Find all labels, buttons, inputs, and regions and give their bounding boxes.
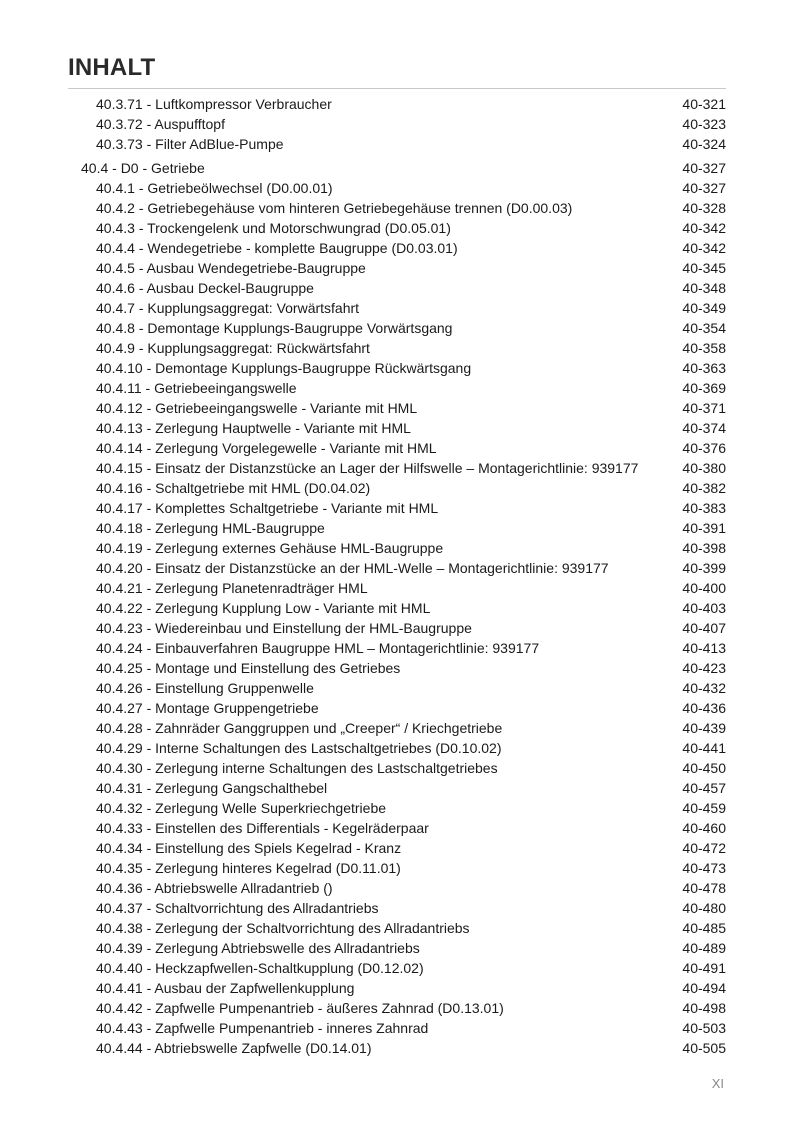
toc-entry[interactable] bbox=[0, 378, 794, 398]
toc-entry-page[interactable]: 40-491 bbox=[682, 960, 726, 976]
toc-entry-title[interactable]: 40.4.18 - Zerlegung HML-Baugruppe bbox=[96, 520, 325, 536]
toc-entry[interactable] bbox=[0, 698, 794, 718]
toc-entry-title[interactable]: 40.4.25 - Montage und Einstellung des Getriebes bbox=[96, 660, 401, 676]
toc-entry[interactable] bbox=[0, 818, 794, 838]
toc-entry-page[interactable]: 40-436 bbox=[682, 700, 726, 716]
toc-entry-title[interactable]: 40.4.16 - Schaltgetriebe mit HML (D0.04.02) bbox=[96, 480, 371, 496]
toc-entry-title[interactable]: 40.3.73 - Filter AdBlue-Pumpe bbox=[96, 136, 284, 152]
toc-entry[interactable] bbox=[0, 498, 794, 518]
toc-entry[interactable] bbox=[0, 638, 794, 658]
toc-entry[interactable] bbox=[0, 158, 794, 178]
toc-entry[interactable] bbox=[0, 238, 794, 258]
toc-entry[interactable] bbox=[0, 298, 794, 318]
toc-entry[interactable] bbox=[0, 978, 794, 998]
toc-entry[interactable] bbox=[0, 318, 794, 338]
toc-entry-page[interactable]: 40-485 bbox=[682, 920, 726, 936]
toc-entry-page[interactable]: 40-503 bbox=[682, 1020, 726, 1036]
toc-entry-title[interactable]: 40.3.71 - Luftkompressor Verbraucher bbox=[96, 96, 332, 112]
toc-entry-title[interactable]: 40.4.10 - Demontage Kupplungs-Baugruppe Rückwärtsgang bbox=[96, 360, 472, 376]
toc-entry-page[interactable]: 40-323 bbox=[682, 116, 726, 132]
toc-entry-title[interactable]: 40.4.19 - Zerlegung externes Gehäuse HML-Baugruppe bbox=[96, 540, 444, 556]
toc-entry-page[interactable]: 40-450 bbox=[682, 760, 726, 776]
toc-entry[interactable] bbox=[0, 114, 794, 134]
toc-entry[interactable] bbox=[0, 998, 794, 1018]
toc-entry-title[interactable]: 40.4.35 - Zerlegung hinteres Kegelrad (D0.11.01) bbox=[96, 860, 401, 876]
toc-entry-title[interactable]: 40.4.22 - Zerlegung Kupplung Low - Variante mit HML bbox=[96, 600, 431, 616]
toc-entry-title[interactable]: 40.4.28 - Zahnräder Ganggruppen und „Creeper“ / Kriechgetriebe bbox=[96, 720, 503, 736]
toc-entry-page[interactable]: 40-391 bbox=[682, 520, 726, 536]
toc-entry-title[interactable]: 40.4.27 - Montage Gruppengetriebe bbox=[96, 700, 319, 716]
toc-entry-title[interactable]: 40.4.36 - Abtriebswelle Allradantrieb () bbox=[96, 880, 333, 896]
toc-entry-page[interactable]: 40-494 bbox=[682, 980, 726, 996]
toc-entry-page[interactable]: 40-328 bbox=[682, 200, 726, 216]
toc-entry-page[interactable]: 40-460 bbox=[682, 820, 726, 836]
toc-entry[interactable] bbox=[0, 798, 794, 818]
toc-entry-page[interactable]: 40-472 bbox=[682, 840, 726, 856]
toc-entry-title[interactable]: 40.4.43 - Zapfwelle Pumpenantrieb - inneres Zahnrad bbox=[96, 1020, 429, 1036]
toc-entry-page[interactable]: 40-480 bbox=[682, 900, 726, 916]
toc-entry-page[interactable]: 40-457 bbox=[682, 780, 726, 796]
toc-entry[interactable] bbox=[0, 178, 794, 198]
toc-entry-title[interactable]: 40.4.12 - Getriebeeingangswelle - Variante mit HML bbox=[96, 400, 418, 416]
toc-entry-page[interactable]: 40-324 bbox=[682, 136, 726, 152]
toc-entry-page[interactable]: 40-358 bbox=[682, 340, 726, 356]
toc-entry[interactable] bbox=[0, 538, 794, 558]
toc-entry[interactable] bbox=[0, 218, 794, 238]
toc-entry-title[interactable]: 40.4.15 - Einsatz der Distanzstücke an Lager der Hilfswelle – Montagerichtlinie: 939177 bbox=[96, 460, 639, 476]
toc-entry-page[interactable]: 40-423 bbox=[682, 660, 726, 676]
toc-entry-title[interactable]: 40.4.7 - Kupplungsaggregat: Vorwärtsfahrt bbox=[96, 300, 360, 316]
toc-entry-page[interactable]: 40-382 bbox=[682, 480, 726, 496]
toc-entry-title[interactable]: 40.4.29 - Interne Schaltungen des Lastschaltgetriebes (D0.10.02) bbox=[96, 740, 502, 756]
toc-entry[interactable] bbox=[0, 278, 794, 298]
toc-entry[interactable] bbox=[0, 758, 794, 778]
toc-entry-page[interactable]: 40-371 bbox=[682, 400, 726, 416]
toc-entry-page[interactable]: 40-348 bbox=[682, 280, 726, 296]
toc-entry-title[interactable]: 40.4.26 - Einstellung Gruppenwelle bbox=[96, 680, 314, 696]
title-divider bbox=[68, 88, 726, 89]
toc-entry-title[interactable]: 40.4.30 - Zerlegung interne Schaltungen des Lastschaltgetriebes bbox=[96, 760, 498, 776]
toc-entry[interactable] bbox=[0, 658, 794, 678]
toc-entry[interactable] bbox=[0, 438, 794, 458]
toc-entry-page[interactable]: 40-342 bbox=[682, 220, 726, 236]
toc-entry[interactable] bbox=[0, 598, 794, 618]
toc-entry-title[interactable]: 40.4.13 - Zerlegung Hauptwelle - Variante mit HML bbox=[96, 420, 411, 436]
toc-entry[interactable] bbox=[0, 958, 794, 978]
toc-entry-page[interactable]: 40-345 bbox=[682, 260, 726, 276]
toc-entry[interactable] bbox=[0, 198, 794, 218]
toc-entry-title[interactable]: 40.4.2 - Getriebegehäuse vom hinteren Getriebegehäuse trennen (D0.00.03) bbox=[96, 200, 573, 216]
toc-entry-title[interactable]: 40.4.31 - Zerlegung Gangschalthebel bbox=[96, 780, 328, 796]
toc-entry[interactable] bbox=[0, 858, 794, 878]
toc-entry-title[interactable]: 40.3.72 - Auspufftopf bbox=[96, 116, 225, 132]
toc-entry-page[interactable]: 40-478 bbox=[682, 880, 726, 896]
toc-entry-page[interactable]: 40-354 bbox=[682, 320, 726, 336]
toc-entry-title[interactable]: 40.4.23 - Wiedereinbau und Einstellung der HML-Baugruppe bbox=[96, 620, 472, 636]
toc-entry-page[interactable]: 40-403 bbox=[682, 600, 726, 616]
toc-entry[interactable] bbox=[0, 1038, 794, 1058]
toc-entry-title[interactable]: 40.4.38 - Zerlegung der Schaltvorrichtung des Allradantriebs bbox=[96, 920, 470, 936]
toc-entry-page[interactable]: 40-327 bbox=[682, 180, 726, 196]
toc-entry-title[interactable]: 40.4.24 - Einbauverfahren Baugruppe HML – Montagerichtlinie: 939177 bbox=[96, 640, 540, 656]
toc-entry[interactable] bbox=[0, 1018, 794, 1038]
toc-entry-page[interactable]: 40-400 bbox=[682, 580, 726, 596]
toc-entry-title[interactable]: 40.4.14 - Zerlegung Vorgelegewelle - Variante mit HML bbox=[96, 440, 437, 456]
toc-entry[interactable] bbox=[0, 358, 794, 378]
toc-entry[interactable] bbox=[0, 738, 794, 758]
toc-entry-page[interactable]: 40-380 bbox=[682, 460, 726, 476]
toc-entry-page[interactable]: 40-363 bbox=[682, 360, 726, 376]
toc-entry[interactable] bbox=[0, 618, 794, 638]
toc-entry[interactable] bbox=[0, 398, 794, 418]
toc-entry-page[interactable]: 40-505 bbox=[682, 1040, 726, 1056]
toc-entry[interactable] bbox=[0, 918, 794, 938]
toc-entry[interactable] bbox=[0, 94, 794, 114]
toc-entry-page[interactable]: 40-374 bbox=[682, 420, 726, 436]
toc-entry[interactable] bbox=[0, 458, 794, 478]
toc-entry-page[interactable]: 40-321 bbox=[682, 96, 726, 112]
toc-entry[interactable] bbox=[0, 518, 794, 538]
toc-entry-title[interactable]: 40.4.33 - Einstellen des Differentials - Kegelräderpaar bbox=[96, 820, 429, 836]
toc-entry[interactable] bbox=[0, 478, 794, 498]
toc-entry[interactable] bbox=[0, 898, 794, 918]
toc-entry-title[interactable]: 40.4.42 - Zapfwelle Pumpenantrieb - äußeres Zahnrad (D0.13.01) bbox=[96, 1000, 504, 1016]
toc-entry-page[interactable]: 40-473 bbox=[682, 860, 726, 876]
toc-entry[interactable] bbox=[0, 338, 794, 358]
toc-entry-page[interactable]: 40-489 bbox=[682, 940, 726, 956]
toc-entry-title[interactable]: 40.4.3 - Trockengelenk und Motorschwungrad (D0.05.01) bbox=[96, 220, 451, 236]
toc-entry-title[interactable]: 40.4 - D0 - Getriebe bbox=[81, 160, 205, 176]
toc-entry-title[interactable]: 40.4.32 - Zerlegung Welle Superkriechgetriebe bbox=[96, 800, 387, 816]
toc-entry-page[interactable]: 40-342 bbox=[682, 240, 726, 256]
toc-entry-title[interactable]: 40.4.1 - Getriebeölwechsel (D0.00.01) bbox=[96, 180, 333, 196]
toc-entry-page[interactable]: 40-413 bbox=[682, 640, 726, 656]
toc-entry-title[interactable]: 40.4.34 - Einstellung des Spiels Kegelrad - Kranz bbox=[96, 840, 402, 856]
toc-entry-page[interactable]: 40-439 bbox=[682, 720, 726, 736]
toc-entry-page[interactable]: 40-498 bbox=[682, 1000, 726, 1016]
toc-entry-title[interactable]: 40.4.40 - Heckzapfwellen-Schaltkupplung (D0.12.02) bbox=[96, 960, 424, 976]
toc-entry-page[interactable]: 40-399 bbox=[682, 560, 726, 576]
toc-entry-page[interactable]: 40-383 bbox=[682, 500, 726, 516]
toc-entry-title[interactable]: 40.4.39 - Zerlegung Abtriebswelle des Allradantriebs bbox=[96, 940, 420, 956]
table-of-contents bbox=[0, 94, 794, 1058]
toc-entry-page[interactable]: 40-376 bbox=[682, 440, 726, 456]
toc-entry-title[interactable]: 40.4.17 - Komplettes Schaltgetriebe - Variante mit HML bbox=[96, 500, 439, 516]
toc-entry-page[interactable]: 40-369 bbox=[682, 380, 726, 396]
page-title: INHALT bbox=[68, 54, 156, 81]
toc-entry[interactable] bbox=[0, 778, 794, 798]
toc-entry-page[interactable]: 40-432 bbox=[682, 680, 726, 696]
toc-entry-title[interactable]: 40.4.21 - Zerlegung Planetenradträger HML bbox=[96, 580, 368, 596]
page-number: XI bbox=[711, 1076, 724, 1091]
toc-entry[interactable] bbox=[0, 134, 794, 154]
toc-entry-title[interactable]: 40.4.41 - Ausbau der Zapfwellenkupplung bbox=[96, 980, 355, 996]
toc-entry[interactable] bbox=[0, 578, 794, 598]
toc-entry-page[interactable]: 40-441 bbox=[682, 740, 726, 756]
toc-entry-title[interactable]: 40.4.6 - Ausbau Deckel-Baugruppe bbox=[96, 280, 314, 296]
toc-entry[interactable] bbox=[0, 418, 794, 438]
toc-entry-title[interactable]: 40.4.44 - Abtriebswelle Zapfwelle (D0.14.01) bbox=[96, 1040, 372, 1056]
toc-entry-page[interactable]: 40-407 bbox=[682, 620, 726, 636]
toc-entry-page[interactable]: 40-459 bbox=[682, 800, 726, 816]
toc-entry-title[interactable]: 40.4.20 - Einsatz der Distanzstücke an der HML-Welle – Montagerichtlinie: 939177 bbox=[96, 560, 609, 576]
toc-entry-page[interactable]: 40-327 bbox=[682, 160, 726, 176]
toc-entry[interactable] bbox=[0, 718, 794, 738]
toc-entry-page[interactable]: 40-398 bbox=[682, 540, 726, 556]
toc-entry-title[interactable]: 40.4.5 - Ausbau Wendegetriebe-Baugruppe bbox=[96, 260, 366, 276]
toc-entry[interactable] bbox=[0, 558, 794, 578]
toc-entry-title[interactable]: 40.4.4 - Wendegetriebe - komplette Baugruppe (D0.03.01) bbox=[96, 240, 458, 256]
toc-entry[interactable] bbox=[0, 938, 794, 958]
toc-entry-title[interactable]: 40.4.11 - Getriebeeingangswelle bbox=[96, 380, 297, 396]
toc-entry[interactable] bbox=[0, 878, 794, 898]
toc-entry-title[interactable]: 40.4.8 - Demontage Kupplungs-Baugruppe Vorwärtsgang bbox=[96, 320, 453, 336]
toc-entry[interactable] bbox=[0, 838, 794, 858]
toc-entry[interactable] bbox=[0, 258, 794, 278]
toc-entry[interactable] bbox=[0, 678, 794, 698]
toc-entry-title[interactable]: 40.4.9 - Kupplungsaggregat: Rückwärtsfahrt bbox=[96, 340, 370, 356]
toc-entry-title[interactable]: 40.4.37 - Schaltvorrichtung des Allradantriebs bbox=[96, 900, 379, 916]
toc-entry-page[interactable]: 40-349 bbox=[682, 300, 726, 316]
